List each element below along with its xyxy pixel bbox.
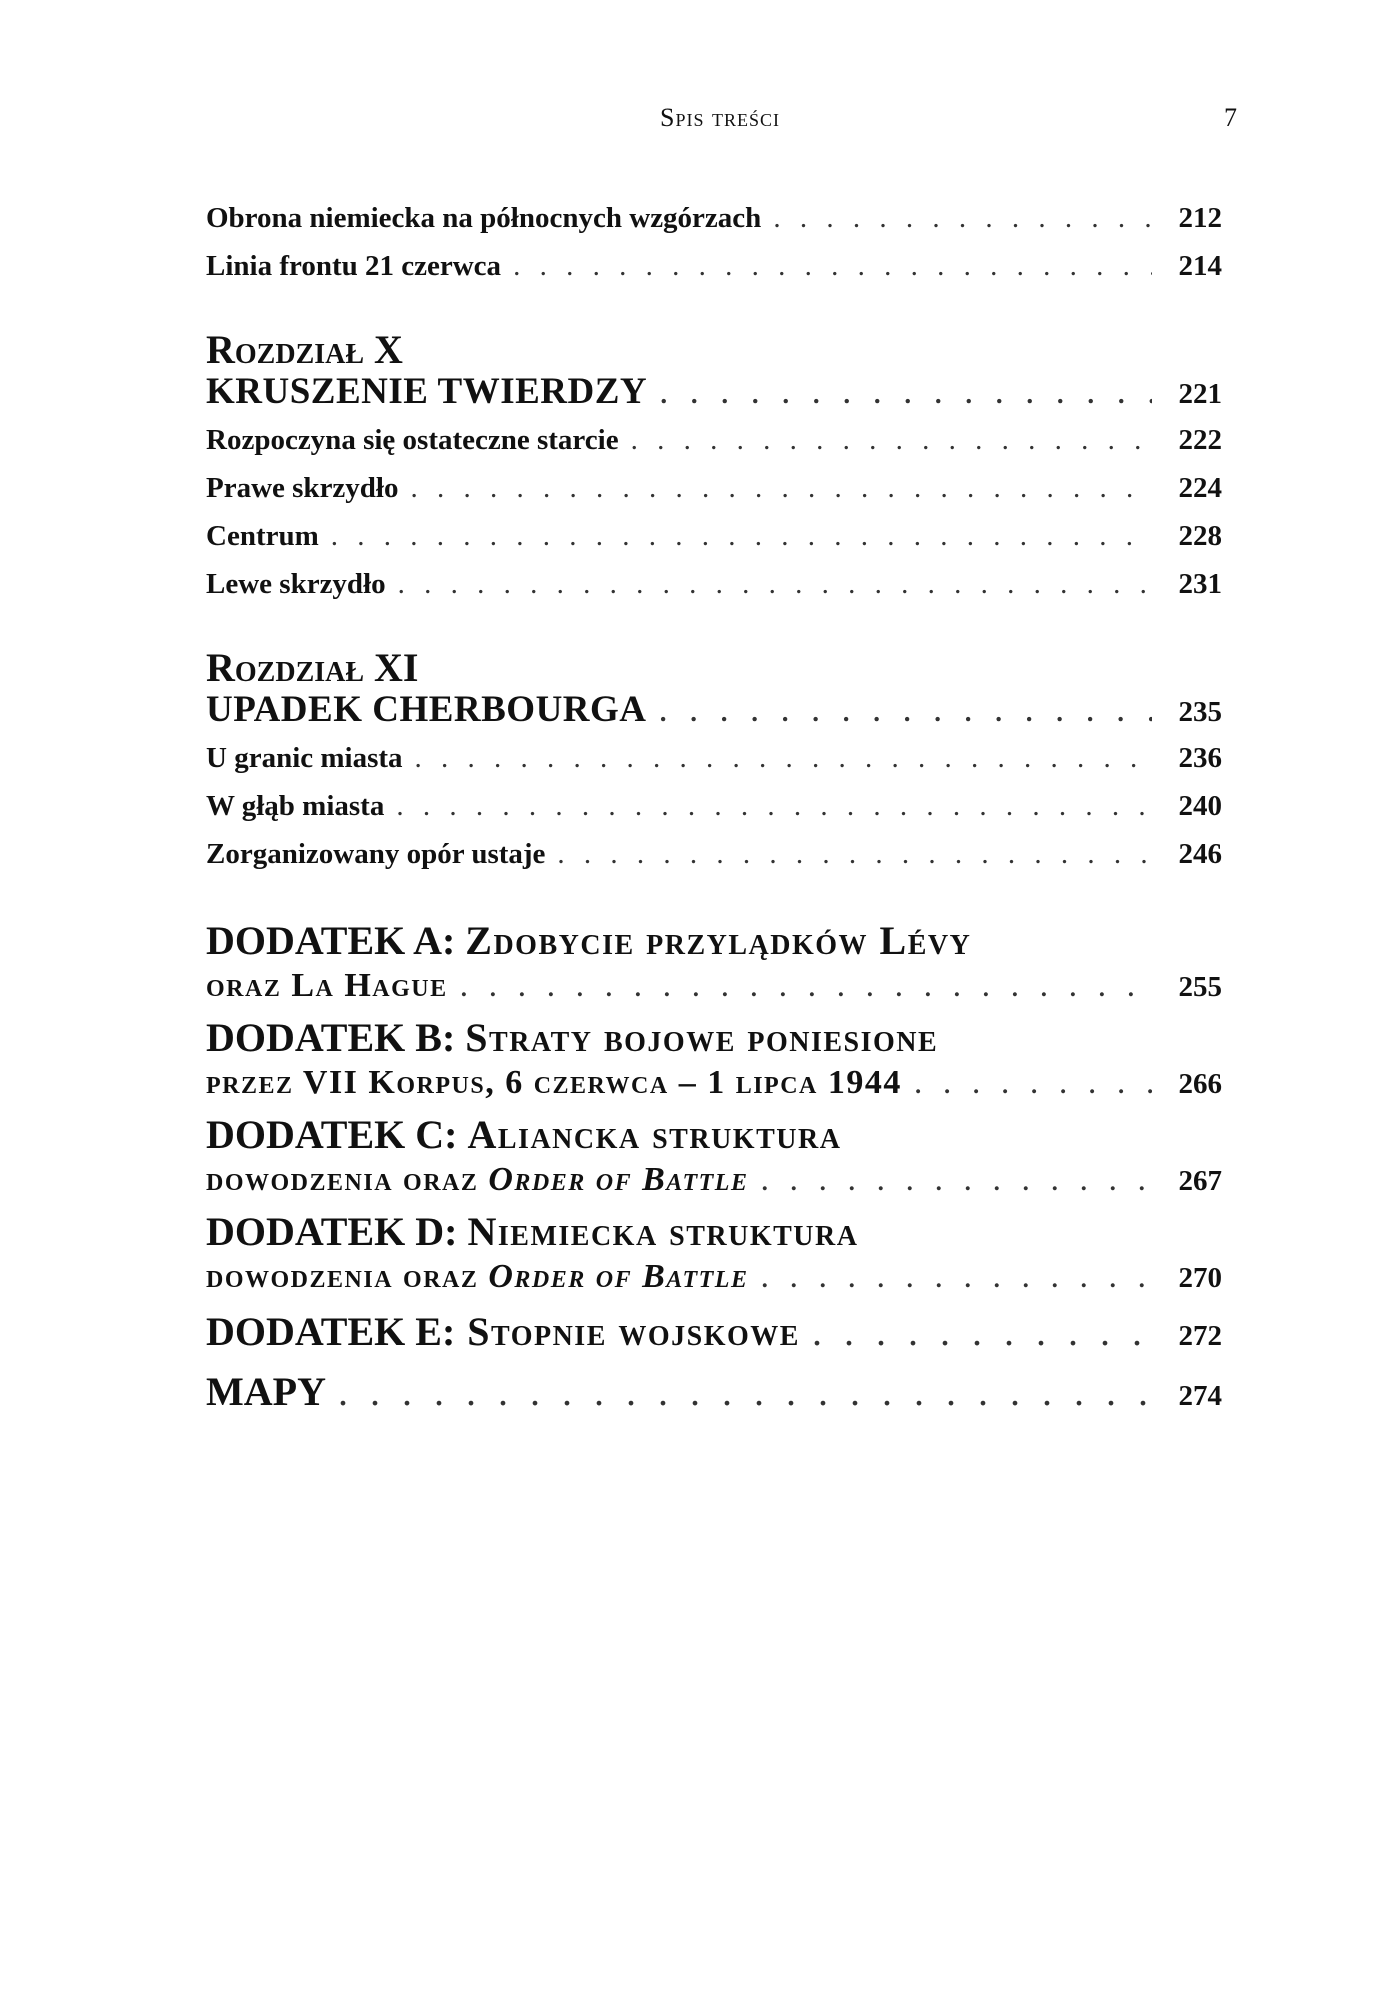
maps-title: MAPY <box>206 1369 326 1414</box>
appendix-title: Stopnie wojskowe <box>467 1309 800 1354</box>
appendix-title-line1: Straty bojowe poniesione <box>465 1015 939 1060</box>
dot-leader <box>411 464 1153 512</box>
dot-leader <box>398 560 1152 608</box>
toc-entry-title: Obrona niemiecka na północnych wzgórzach <box>206 202 762 234</box>
appendix-title-line2 <box>206 1158 748 1202</box>
dot-leader <box>659 688 1152 732</box>
appendix-e[interactable] <box>206 1304 1222 1364</box>
appendix-b[interactable] <box>206 1015 1222 1106</box>
toc-entry-page: 224 <box>1178 472 1222 504</box>
appendix-title-line2: oraz La Hague <box>206 967 448 1004</box>
appendix-title-line2-text: dowodzenia oraz <box>206 1258 489 1295</box>
running-head <box>0 103 1400 133</box>
chapter-title-entry[interactable] <box>206 370 1222 416</box>
table-of-contents <box>206 194 1222 1424</box>
toc-entry-page: 228 <box>1178 520 1222 552</box>
toc-entry-page: 236 <box>1178 742 1222 774</box>
appendix-title-line2-text: dowodzenia oraz <box>206 1161 489 1198</box>
dot-leader <box>415 734 1152 782</box>
toc-entry[interactable] <box>206 194 1222 242</box>
appendix-prefix: DODATEK A: <box>206 918 456 963</box>
chapter-title-entry[interactable] <box>206 688 1222 734</box>
chapter-label: Rozdział X <box>206 327 403 372</box>
toc-entry[interactable] <box>206 560 1222 608</box>
toc-entry-page: 255 <box>1178 971 1222 1003</box>
dot-leader <box>760 1255 1152 1299</box>
toc-entry-title: Prawe skrzydło <box>206 472 399 504</box>
toc-entry-page: 246 <box>1178 838 1222 870</box>
dot-leader <box>338 1364 1152 1420</box>
toc-entry[interactable] <box>206 734 1222 782</box>
chapter-title: UPADEK CHERBOURGA <box>206 689 647 730</box>
appendix-title-italic: Order of Battle <box>488 1258 749 1295</box>
toc-entry-title: U granic miasta <box>206 742 403 774</box>
toc-entry-page: 270 <box>1178 1262 1222 1294</box>
toc-entry[interactable] <box>206 512 1222 560</box>
toc-entry-page: 272 <box>1178 1320 1222 1352</box>
dot-leader <box>396 782 1152 830</box>
dot-leader <box>331 512 1152 560</box>
toc-entry-page: 267 <box>1178 1165 1222 1197</box>
dot-leader <box>513 242 1152 290</box>
toc-entry-page: 214 <box>1178 250 1222 282</box>
appendix-c[interactable] <box>206 1112 1222 1203</box>
page-number: 7 <box>1224 103 1237 132</box>
toc-entry[interactable] <box>206 464 1222 512</box>
toc-entry[interactable] <box>206 242 1222 290</box>
toc-entry-page: 231 <box>1178 568 1222 600</box>
appendix-title-line1: Niemiecka struktura <box>467 1209 859 1254</box>
toc-entry-page: 222 <box>1178 424 1222 456</box>
toc-entry-page: 240 <box>1178 790 1222 822</box>
dot-leader <box>659 370 1152 414</box>
chapter-label: Rozdział XI <box>206 645 419 690</box>
toc-entry[interactable] <box>206 416 1222 464</box>
chapter-title: KRUSZENIE TWIERDZY <box>206 371 648 412</box>
running-title: Spis treści <box>660 103 780 132</box>
dot-leader <box>460 964 1152 1008</box>
toc-entry-title: Rozpoczyna się ostateczne starcie <box>206 424 619 456</box>
toc-entry-title: Zorganizowany opór ustaje <box>206 838 546 870</box>
toc-entry[interactable] <box>206 830 1222 878</box>
appendix-prefix: DODATEK C: <box>206 1112 458 1157</box>
toc-entry-page: 266 <box>1178 1068 1222 1100</box>
appendix-prefix: DODATEK D: <box>206 1209 458 1254</box>
dot-leader <box>812 1304 1152 1360</box>
appendix-prefix: DODATEK B: <box>206 1015 456 1060</box>
toc-entry-title: Lewe skrzydło <box>206 568 386 600</box>
toc-entry-title: Centrum <box>206 520 319 552</box>
appendix-title-line2: przez VII Korpus, 6 czerwca – 1 lipca 1944 <box>206 1064 902 1101</box>
appendix-prefix: DODATEK E: <box>206 1309 456 1354</box>
toc-entry-page: 221 <box>1178 378 1222 410</box>
toc-entry-page: 274 <box>1178 1380 1222 1412</box>
appendix-title-line1: Zdobycie przylądków Lévy <box>465 918 972 963</box>
toc-entry-title: Linia frontu 21 czerwca <box>206 250 502 282</box>
toc-entry[interactable] <box>206 782 1222 830</box>
appendix-title-line2 <box>206 1255 748 1299</box>
maps-entry[interactable] <box>206 1364 1222 1424</box>
toc-entry-page: 235 <box>1178 696 1222 728</box>
toc-entry-page: 212 <box>1178 202 1222 234</box>
dot-leader <box>631 416 1152 464</box>
appendix-d[interactable] <box>206 1209 1222 1300</box>
appendix-title-line1: Aliancka struktura <box>467 1112 842 1157</box>
dot-leader <box>557 830 1152 878</box>
toc-entry-title: W głąb miasta <box>206 790 385 822</box>
appendix-title-italic: Order of Battle <box>488 1161 749 1198</box>
appendix-a[interactable] <box>206 918 1222 1009</box>
dot-leader <box>773 194 1152 242</box>
dot-leader <box>914 1061 1152 1105</box>
dot-leader <box>760 1158 1152 1202</box>
